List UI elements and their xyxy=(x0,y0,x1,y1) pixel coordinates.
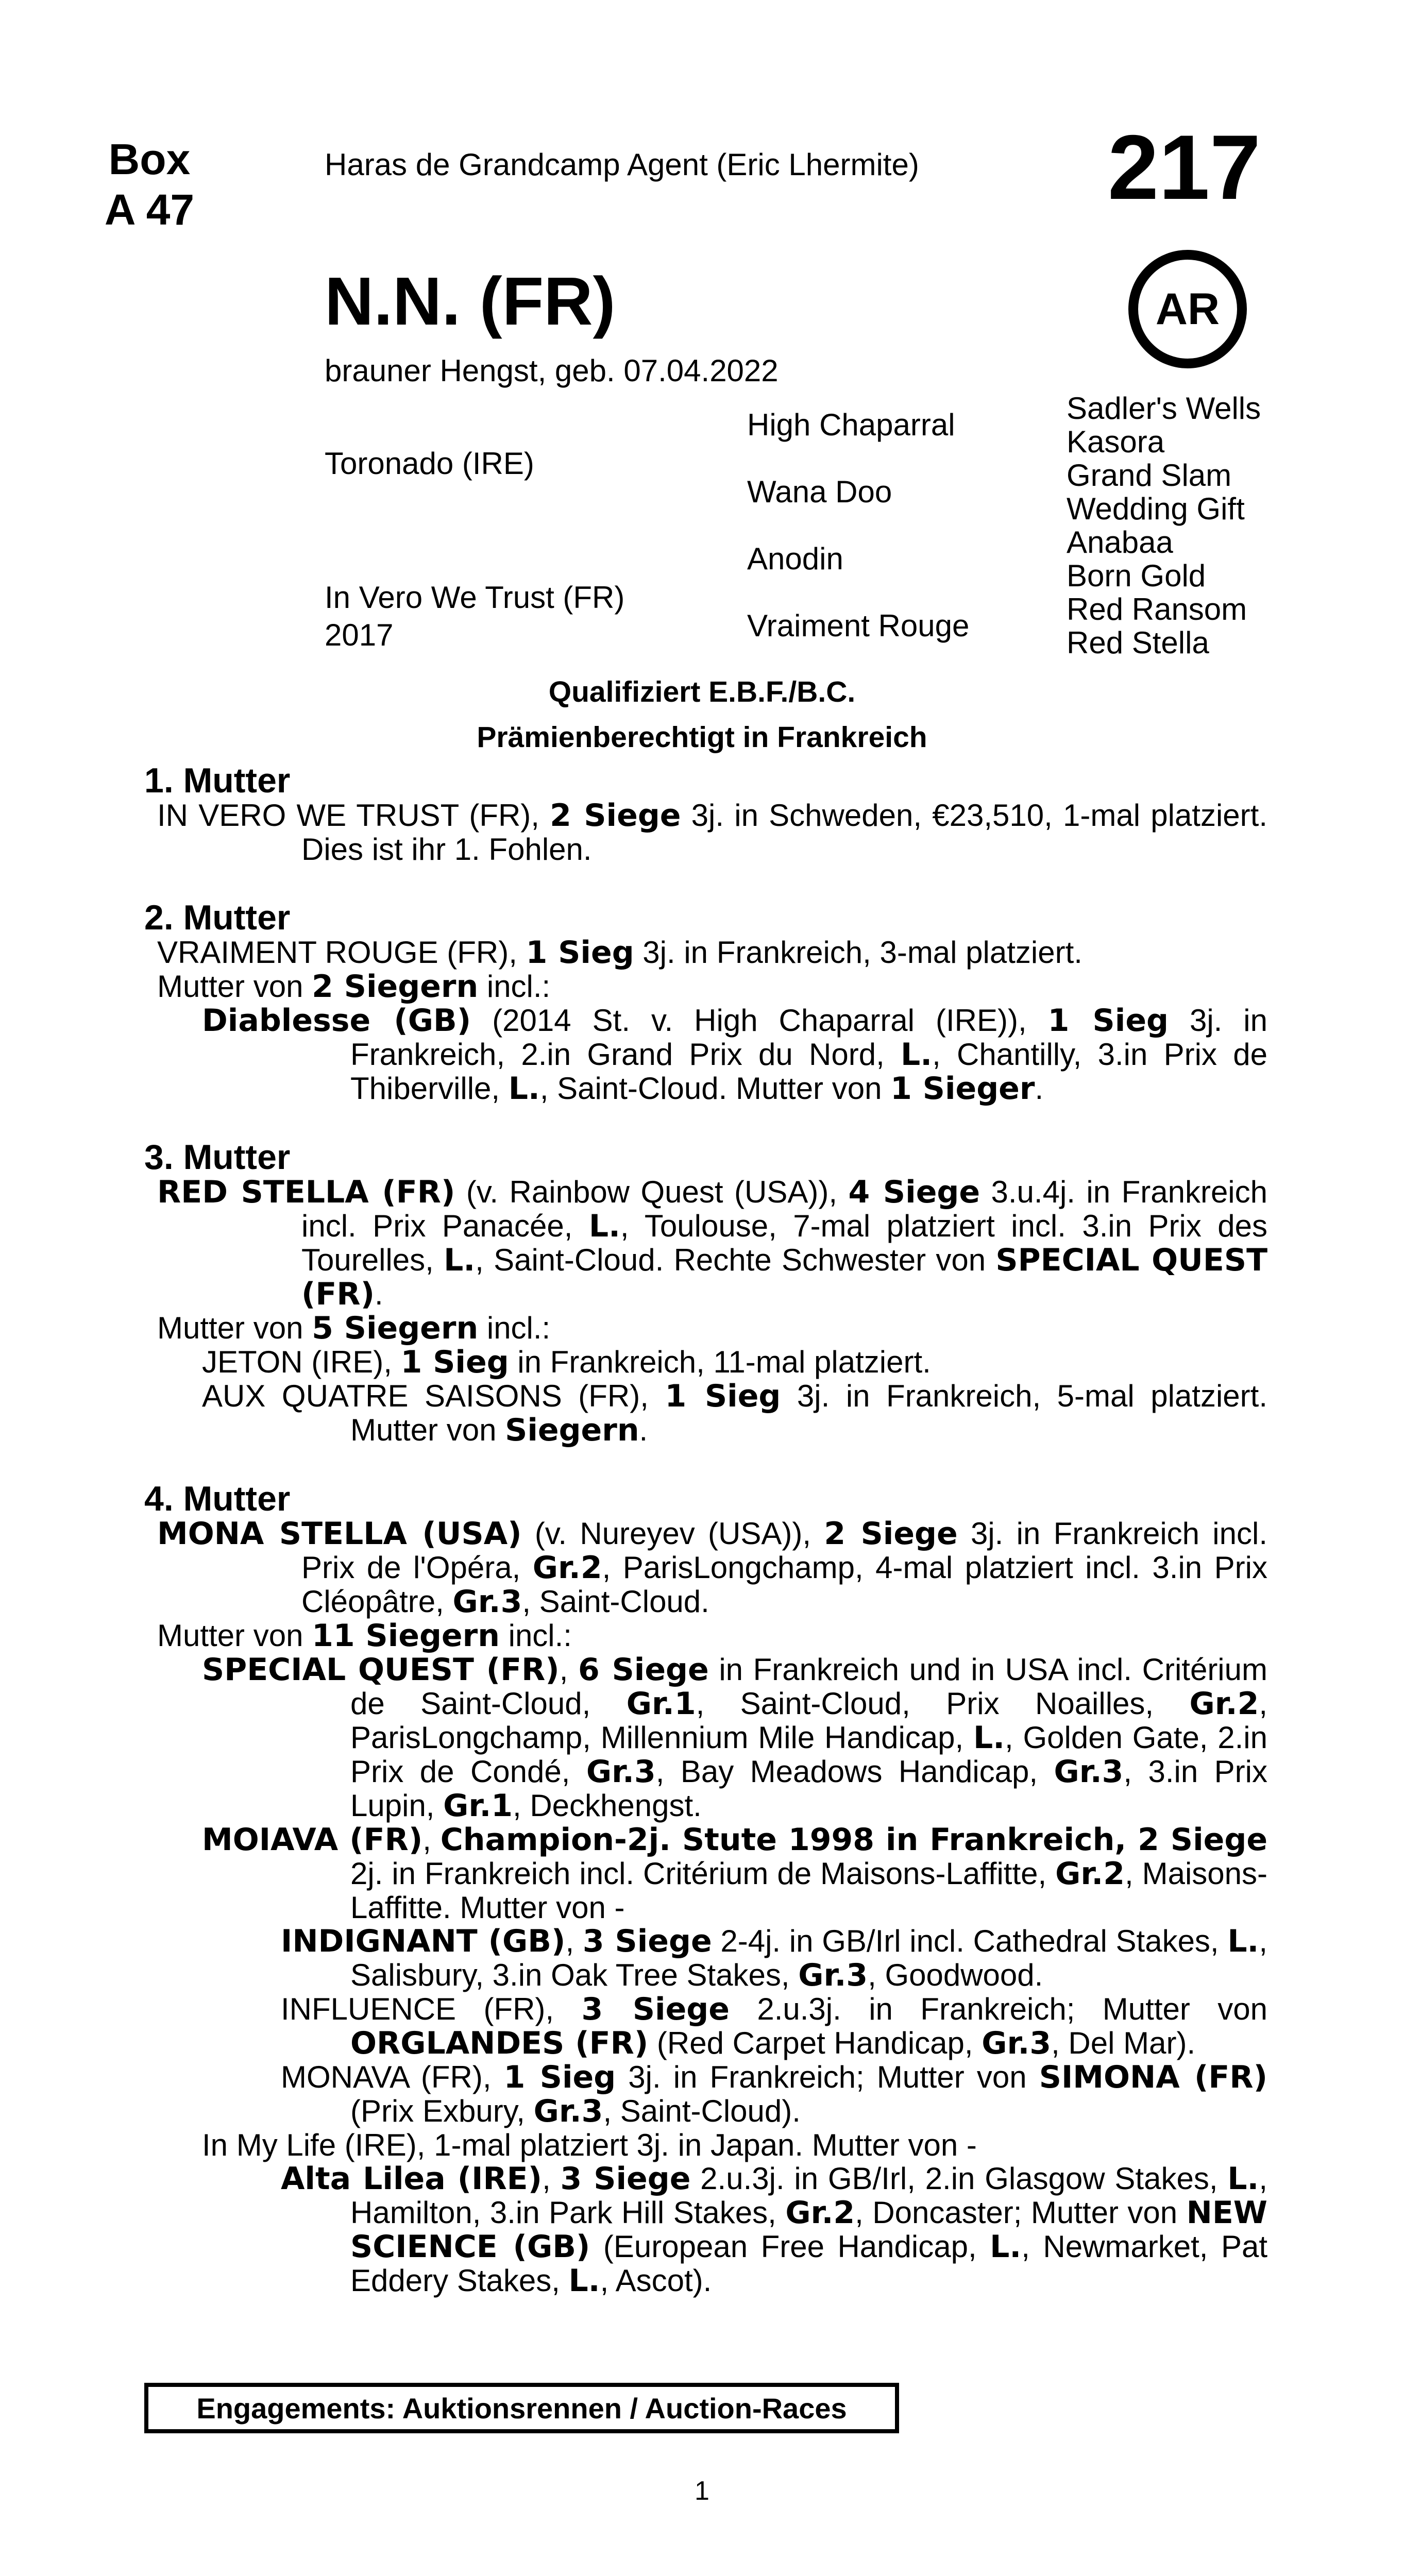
section-title-mutter-1: 1. Mutter xyxy=(144,761,291,800)
produce-diablesse: Diablesse (GB) (2014 St. v. High Chaparral (IRE)), 1 Sieg 3j. in Frankreich, 2.in Grand Prix du Nord, L., Chantilly, 3.in Prix de Thiberville, L., Saint-Cloud. Mutter von 1 Sieger. xyxy=(202,1003,1268,1107)
box-line1: Box xyxy=(108,135,191,183)
produce-aux-quatre-saisons: AUX QUATRE SAISONS (FR), 1 Sieg 3j. in Frankreich, 5-mal platziert. Mutter von Siegern. xyxy=(202,1378,1267,1448)
section-title-mutter-2: 2. Mutter xyxy=(144,898,291,937)
page-number: 1 xyxy=(695,2476,709,2506)
pedigree-sire-sire: High Chaparral xyxy=(747,408,955,442)
mutter-2-record: VRAIMENT ROUGE (FR), 1 Sieg 3j. in Frankreich, 3-mal platziert. xyxy=(157,935,1082,971)
mutter-4-record: MONA STELLA (USA) (v. Nureyev (USA)), 2 Siege 3j. in Frankreich incl. Prix de l'Opéra, Gr.2, ParisLongchamp, 4-mal platziert incl. 3.in Prix Cléopâtre, Gr.3, Saint-Cloud. xyxy=(157,1516,1268,1620)
gen4-item: Born Gold xyxy=(1067,558,1206,593)
mutter-2-produce: Mutter von 2 Siegern incl.: xyxy=(157,969,551,1005)
gen4-item: Wedding Gift xyxy=(1067,492,1245,526)
produce-special-quest: SPECIAL QUEST (FR), 6 Siege in Frankreich und in USA incl. Critérium de Saint-Cloud, Gr.1, Saint-Cloud, Prix Noailles, Gr.2, ParisLongchamp, Millennium Mile Handicap, L., Golden Gate, 2.in Prix de Condé, Gr.3, Bay Meadows Handicap, Gr.3, 3.in Prix Lupin, Gr.1, Deckhengst. xyxy=(202,1652,1267,1824)
produce-moiava: MOIAVA (FR), Champion-2j. Stute 1998 in Frankreich, 2 Siege 2j. in Frankreich incl. Critérium de Maisons-Laffitte, Gr.2, Maisons-Laffitte. Mutter von - xyxy=(202,1822,1268,1925)
produce-monava: MONAVA (FR), 1 Sieg 3j. in Frankreich; Mutter von SIMONA (FR) (Prix Exbury, Gr.3, Saint-Cloud). xyxy=(281,2059,1267,2129)
produce-record xyxy=(144,762,1267,2298)
produce-alta-lilea: Alta Lilea (IRE), 3 Siege 2.u.3j. in GB/Irl, 2.in Glasgow Stakes, L., Hamilton, 3.in Park Hill Stakes, Gr.2, Doncaster; Mutter von NEW SCIENCE (GB) (European Free Handicap, L., Newmarket, Pat Eddery Stakes, L., Ascot). xyxy=(281,2161,1268,2299)
qualification-premium: Prämienberechtigt in Frankreich xyxy=(477,721,927,754)
gen4-item: Red Stella xyxy=(1067,625,1209,660)
pedigree-sire-dam: Wana Doo xyxy=(747,474,892,509)
pedigree-dam-dam: Vraiment Rouge xyxy=(747,608,970,643)
gen4-item: Sadler's Wells xyxy=(1067,391,1261,426)
pedigree-dam-sire: Anodin xyxy=(747,541,843,576)
engagements-text: Engagements: Auktionsrennen / Auction-Races xyxy=(196,2392,847,2425)
qualification-ebf: Qualifiziert E.B.F./B.C. xyxy=(548,675,856,708)
produce-jeton: JETON (IRE), 1 Sieg in Frankreich, 11-mal platziert. xyxy=(202,1344,931,1380)
horse-description: brauner Hengst, geb. 07.04.2022 xyxy=(325,353,779,388)
ar-badge-text: AR xyxy=(1155,284,1220,334)
gen4-item: Kasora xyxy=(1067,425,1165,459)
box-line2: A 47 xyxy=(104,185,195,234)
mutter-1-record: IN VERO WE TRUST (FR), 2 Siege 3j. in Schweden, €23,510, 1-mal platziert. Dies ist ihr 1. Fohlen. xyxy=(157,798,1267,867)
pedigree-dam-year: 2017 xyxy=(325,618,394,652)
produce-influence: INFLUENCE (FR), 3 Siege 2.u.3j. in Frankreich; Mutter von ORGLANDES (FR) (Red Carpet Handicap, Gr.3, Del Mar). xyxy=(281,1991,1267,2061)
box-label xyxy=(100,134,198,235)
pedigree-fourth-generation xyxy=(1067,392,1261,659)
mutter-4-produce: Mutter von 11 Siegern incl.: xyxy=(157,1618,572,1654)
pedigree-dam: In Vero We Trust (FR) xyxy=(325,580,625,615)
gen4-item: Grand Slam xyxy=(1067,458,1232,493)
consignor: Haras de Grandcamp Agent (Eric Lhermite) xyxy=(325,147,919,182)
lot-number: 217 xyxy=(1108,116,1261,218)
horse-name: N.N. (FR) xyxy=(325,263,616,339)
produce-indignant: INDIGNANT (GB), 3 Siege 2-4j. in GB/Irl incl. Cathedral Stakes, L., Salisbury, 3.in Oak Tree Stakes, Gr.3, Goodwood. xyxy=(281,1923,1268,1993)
gen4-item: Anabaa xyxy=(1067,525,1173,560)
ar-badge xyxy=(1128,250,1247,368)
pedigree-sire: Toronado (IRE) xyxy=(325,446,534,481)
section-title-mutter-4: 4. Mutter xyxy=(144,1479,291,1518)
section-title-mutter-3: 3. Mutter xyxy=(144,1138,291,1177)
produce-in-my-life: In My Life (IRE), 1-mal platziert 3j. in Japan. Mutter von - xyxy=(202,2128,977,2162)
mutter-3-produce: Mutter von 5 Siegern incl.: xyxy=(157,1310,551,1346)
gen4-item: Red Ransom xyxy=(1067,592,1247,626)
engagements-box xyxy=(144,2383,899,2433)
mutter-3-record: RED STELLA (FR) (v. Rainbow Quest (USA)), 4 Siege 3.u.4j. in Frankreich incl. Prix Panacée, L., Toulouse, 7-mal platziert incl. 3.in Prix des Tourelles, L., Saint-Cloud. Rechte Schwester von SPECIAL QUEST (FR). xyxy=(157,1174,1268,1312)
